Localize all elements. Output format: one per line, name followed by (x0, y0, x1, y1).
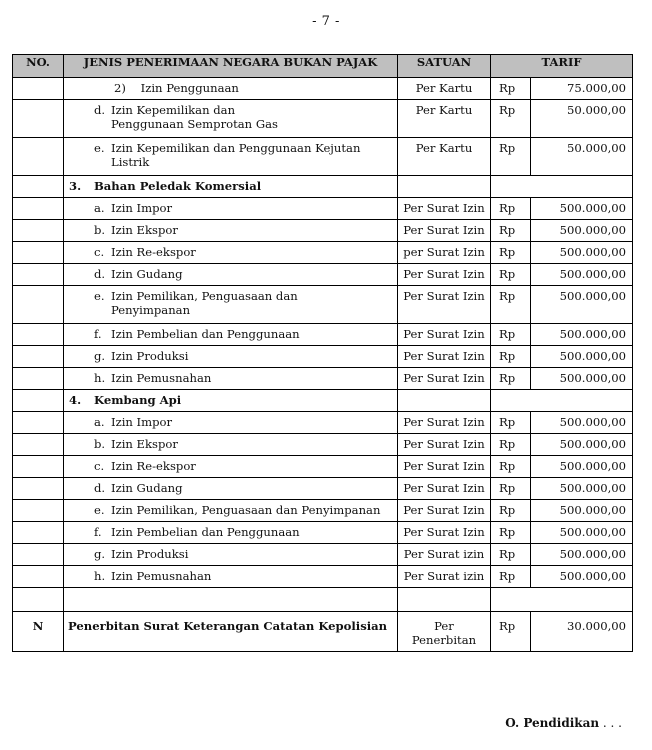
table-row (13, 346, 633, 368)
item-text: Izin Re-ekspor (111, 459, 196, 473)
item-marker: a. (94, 201, 105, 215)
cell-currency: Rp (491, 264, 531, 286)
table-row (13, 456, 633, 478)
cell-satuan: Per Penerbitan (398, 612, 491, 652)
cell-amount: 30.000,00 (531, 612, 633, 652)
cell-amount: 500.000,00 (531, 478, 633, 500)
section-3-items (13, 198, 633, 390)
item-marker: h. (94, 569, 106, 583)
item-text: Izin Produksi (111, 547, 189, 561)
cell-no: N (13, 612, 64, 652)
item-marker: e. (94, 289, 105, 303)
table-row (13, 412, 633, 434)
section-title: Kembang Api (94, 393, 182, 407)
cell-satuan: per Surat Izin (398, 242, 491, 264)
cell-no (13, 100, 64, 138)
table-row-n (13, 612, 633, 652)
item-text: Izin Pemilikan, Penguasaan dan Penyimpanan (111, 289, 298, 317)
cell-currency: Rp (491, 500, 531, 522)
cell-no (13, 220, 64, 242)
table-row (13, 478, 633, 500)
table-row (13, 434, 633, 456)
cell-jenis (64, 368, 398, 390)
table-row (13, 242, 633, 264)
table-row (13, 198, 633, 220)
cell-amount: 500.000,00 (531, 286, 633, 324)
cell-amount: 500.000,00 (531, 368, 633, 390)
cell-currency: Rp (491, 612, 531, 652)
cell-no (13, 412, 64, 434)
item-marker: b. (94, 437, 106, 451)
cell-currency: Rp (491, 478, 531, 500)
cell-amount: 75.000,00 (531, 78, 633, 100)
cell-no (13, 286, 64, 324)
cell-no (13, 176, 64, 198)
section-row-kembang-api (13, 390, 633, 412)
section-title: Bahan Peledak Komersial (94, 179, 262, 193)
cell-amount: 500.000,00 (531, 434, 633, 456)
item-text: Izin Gudang (111, 481, 183, 495)
table-row (13, 264, 633, 286)
cell-no (13, 264, 64, 286)
table-row (13, 78, 633, 100)
item-text: Izin Pemilikan, Penguasaan dan Penyimpanan (111, 503, 381, 517)
table-row (13, 220, 633, 242)
header-jenis: JENIS PENERIMAAN NEGARA BUKAN PAJAK (64, 55, 398, 78)
cell-currency: Rp (491, 544, 531, 566)
cell-currency: Rp (491, 78, 531, 100)
cell-jenis (64, 220, 398, 242)
table-row (13, 544, 633, 566)
cell-satuan: Per Surat Izin (398, 522, 491, 544)
cell-amount: 500.000,00 (531, 456, 633, 478)
item-marker: c. (94, 459, 105, 473)
cell-amount: 500.000,00 (531, 500, 633, 522)
cell-satuan: Per Surat Izin (398, 478, 491, 500)
item-text: Izin Kepemilikan dan Penggunaan Semprotan Gas (111, 103, 278, 131)
table-row (13, 100, 633, 138)
cell-currency: Rp (491, 242, 531, 264)
cell-no (13, 242, 64, 264)
cell-jenis (64, 286, 398, 324)
item-marker: g. (94, 349, 106, 363)
table-row (13, 368, 633, 390)
cell-satuan: Per Surat Izin (398, 500, 491, 522)
cell-jenis (64, 412, 398, 434)
cell-currency: Rp (491, 286, 531, 324)
cell-satuan: Per Kartu (398, 138, 491, 176)
table-row (13, 566, 633, 588)
item-text: Izin Re-ekspor (111, 245, 196, 259)
cell-satuan: Per Surat Izin (398, 324, 491, 346)
cell-currency: Rp (491, 346, 531, 368)
cell-no (13, 566, 64, 588)
cell-satuan: Per Surat izin (398, 544, 491, 566)
item-marker: f. (94, 525, 102, 539)
cell-jenis (64, 198, 398, 220)
cell-no (13, 456, 64, 478)
item-text: Izin Pemusnahan (111, 569, 212, 583)
cell-amount: 500.000,00 (531, 220, 633, 242)
cell-jenis (64, 500, 398, 522)
cell-no (13, 138, 64, 176)
cell-no (13, 78, 64, 100)
cell-currency: Rp (491, 412, 531, 434)
cell-amount: 500.000,00 (531, 346, 633, 368)
empty-row (13, 588, 633, 612)
item-marker: e. (94, 141, 105, 155)
item-marker: f. (94, 327, 102, 341)
cell-satuan: Per Surat Izin (398, 264, 491, 286)
cell-satuan: Per Surat Izin (398, 368, 491, 390)
cell-jenis (64, 544, 398, 566)
table-row (13, 286, 633, 324)
cell-jenis (64, 612, 398, 652)
cell-jenis (64, 566, 398, 588)
cell-currency: Rp (491, 566, 531, 588)
cell-amount: 500.000,00 (531, 242, 633, 264)
item-marker: d. (94, 481, 106, 495)
cell-currency: Rp (491, 522, 531, 544)
pnbp-tariff-table (12, 54, 633, 652)
item-text: Izin Impor (111, 201, 173, 215)
cell-amount: 50.000,00 (531, 138, 633, 176)
item-text: Izin Pemusnahan (111, 371, 212, 385)
section-row-bahan-peledak (13, 176, 633, 198)
item-marker: e. (94, 503, 105, 517)
item-text: Izin Ekspor (111, 437, 178, 451)
item-marker: c. (94, 245, 105, 259)
cell-currency: Rp (491, 368, 531, 390)
cell-jenis (64, 434, 398, 456)
item-text: Izin Pembelian dan Penggunaan (111, 525, 300, 539)
item-text: Penerbitan Surat Keterangan Catatan Kepolisian (68, 619, 388, 633)
cell-amount: 500.000,00 (531, 544, 633, 566)
cell-currency: Rp (491, 324, 531, 346)
cell-jenis (64, 78, 398, 100)
header-tarif: TARIF (491, 55, 633, 78)
cell-no (13, 324, 64, 346)
cell-no (13, 500, 64, 522)
cell-satuan: Per Surat Izin (398, 434, 491, 456)
item-marker: b. (94, 223, 106, 237)
section-title-cell (64, 390, 398, 412)
cell-currency: Rp (491, 434, 531, 456)
cell-satuan: Per Surat izin (398, 566, 491, 588)
section-marker: 4. (69, 393, 82, 407)
item-text: Izin Produksi (111, 349, 189, 363)
cell-jenis (64, 100, 398, 138)
header-satuan: SATUAN (398, 55, 491, 78)
item-marker: d. (94, 103, 106, 117)
cell-amount: 500.000,00 (531, 522, 633, 544)
item-marker: a. (94, 415, 105, 429)
item-text: Izin Pembelian dan Penggunaan (111, 327, 300, 341)
cell-amount: 500.000,00 (531, 324, 633, 346)
cell-satuan: Per Surat Izin (398, 220, 491, 242)
cell-no (13, 368, 64, 390)
cell-amount: 500.000,00 (531, 566, 633, 588)
cell-no (13, 544, 64, 566)
item-text: Izin Penggunaan (140, 81, 239, 95)
cell-jenis (64, 324, 398, 346)
cell-satuan: Per Surat Izin (398, 346, 491, 368)
cell-satuan: Per Kartu (398, 100, 491, 138)
cell-satuan: Per Surat Izin (398, 412, 491, 434)
cell-jenis (64, 522, 398, 544)
cell-no (13, 390, 64, 412)
header-no: NO. (13, 55, 64, 78)
table-row (13, 500, 633, 522)
cell-jenis (64, 478, 398, 500)
cell-jenis (64, 346, 398, 368)
cell-amount: 500.000,00 (531, 412, 633, 434)
item-text: Izin Gudang (111, 267, 183, 281)
cell-currency: Rp (491, 100, 531, 138)
cell-jenis (64, 138, 398, 176)
section-4-items (13, 412, 633, 588)
cell-jenis (64, 264, 398, 286)
table-row (13, 522, 633, 544)
cell-currency: Rp (491, 138, 531, 176)
cell-no (13, 478, 64, 500)
cell-no (13, 522, 64, 544)
table-row (13, 324, 633, 346)
cell-satuan: Per Surat Izin (398, 286, 491, 324)
section-title-cell (64, 176, 398, 198)
cell-amount: 500.000,00 (531, 198, 633, 220)
item-marker: 2) (114, 81, 126, 95)
item-text: Izin Impor (111, 415, 173, 429)
cell-no (13, 198, 64, 220)
table-row (13, 138, 633, 176)
cell-jenis (64, 456, 398, 478)
continuation-label: O. Pendidikan . . . (505, 716, 622, 730)
table-header-row (13, 55, 633, 78)
cell-currency: Rp (491, 456, 531, 478)
cell-no (13, 346, 64, 368)
item-marker: g. (94, 547, 106, 561)
item-text: Izin Kepemilikan dan Penggunaan Kejutan Listrik (111, 141, 361, 169)
cell-currency: Rp (491, 198, 531, 220)
page-number: - 7 - (312, 14, 340, 29)
cell-amount: 50.000,00 (531, 100, 633, 138)
cell-satuan: Per Surat Izin (398, 456, 491, 478)
cell-satuan: Per Surat Izin (398, 198, 491, 220)
item-text: Izin Ekspor (111, 223, 178, 237)
section-marker: 3. (69, 179, 82, 193)
cell-amount: 500.000,00 (531, 264, 633, 286)
cell-satuan: Per Kartu (398, 78, 491, 100)
item-marker: h. (94, 371, 106, 385)
cell-currency: Rp (491, 220, 531, 242)
item-marker: d. (94, 267, 106, 281)
cell-no (13, 434, 64, 456)
cell-jenis (64, 242, 398, 264)
